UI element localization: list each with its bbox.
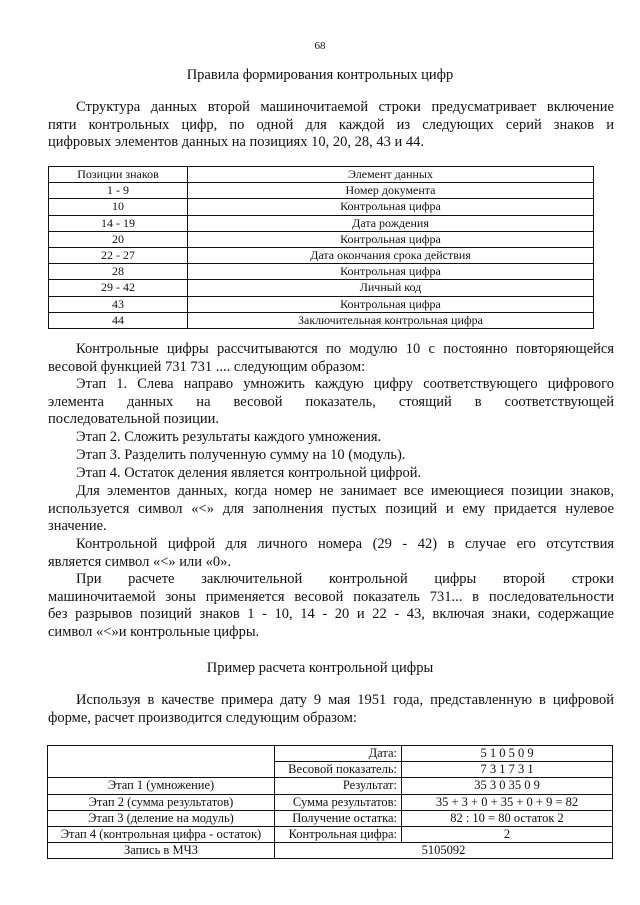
text-line: Этап 3. Разделить полученную сумму на 10 (модуль).	[76, 447, 406, 463]
table-row	[48, 778, 613, 794]
text-line: используется символ «<» для заполнения пустых позиций и ему придается нулевое	[48, 500, 614, 517]
intro-paragraph	[48, 99, 614, 152]
table-cell: 43	[49, 296, 188, 312]
table-row	[49, 280, 594, 296]
example-calculation-table	[47, 745, 613, 859]
step-cell: Этап 4 (контрольная цифра - остаток)	[48, 826, 275, 842]
page-number: 68	[314, 40, 326, 52]
table-cell: 14 - 19	[49, 215, 188, 231]
table-row	[49, 264, 594, 280]
step-cell: Этап 2 (сумма результатов)	[48, 794, 275, 810]
text-line: без разрывов позиций знаков 1 - 10, 14 - 20 и 22 - 43, включая знаки, содержащие	[48, 606, 614, 622]
table-cell: 44	[49, 312, 188, 328]
text-line: Этап 1. Слева направо умножить каждую цифру соответствующего цифрового	[76, 376, 614, 392]
table-cell: 22 - 27	[49, 247, 188, 263]
table-row	[49, 215, 594, 231]
step-cell: Этап 3 (деление на модуль)	[48, 810, 275, 826]
table-cell	[48, 746, 275, 778]
table-row	[49, 296, 594, 312]
table-cell: Контрольная цифра	[188, 199, 594, 215]
table-cell: Дата окончания срока действия	[188, 247, 594, 263]
row-label: Результат:	[275, 778, 402, 794]
text-line: Для элементов данных, когда номер не занимает все имеющиеся позиции знаков,	[76, 483, 614, 499]
text-line: элемента данных на весовой показатель, стоящий в соответствующей	[48, 393, 614, 410]
table-row	[49, 199, 594, 215]
row-value: 35 3 0 35 0 9	[402, 778, 613, 794]
step-cell: Этап 1 (умножение)	[48, 778, 275, 794]
text-line: пяти контрольных цифр, по одной для каждой из следующих серий знаков и	[48, 116, 614, 133]
row-label: Дата:	[275, 746, 402, 762]
table-cell: Дата рождения	[188, 215, 594, 231]
text-line: Этап 4. Остаток деления является контрольной цифрой.	[76, 465, 422, 481]
row-label: Весовой показатель:	[275, 762, 402, 778]
row-value: 7 3 1 7 3 1	[402, 762, 613, 778]
paragraph-final-check-digit	[48, 571, 614, 641]
text-line: символ «<»и контрольные цифры.	[48, 623, 260, 640]
row-value: 82 : 10 = 80 остаток 2	[402, 810, 613, 826]
text-line: Используя в качестве примера дату 9 мая 1951 года, представленную в цифровой	[76, 692, 614, 708]
table-header-row	[49, 167, 594, 183]
paragraph-step-4	[48, 465, 614, 483]
row-value: 5 1 0 5 0 9	[402, 746, 613, 762]
table-cell: 1 - 9	[49, 183, 188, 199]
table-row	[49, 183, 594, 199]
table-cell: 29 - 42	[49, 280, 188, 296]
final-value-cell: 5105092	[275, 843, 613, 859]
paragraph-filler-symbol	[48, 483, 614, 536]
text-line: весовой функцией 731 731 .... следующим образом:	[48, 358, 366, 375]
text-line: При расчете заключительной контрольной цифры второй строки	[76, 571, 614, 587]
table-cell: Номер документа	[188, 183, 594, 199]
row-label: Получение остатка:	[275, 810, 402, 826]
row-value: 2	[402, 826, 613, 842]
table-row-final	[48, 843, 613, 859]
paragraph-modulus	[48, 341, 614, 376]
example-intro-paragraph	[48, 692, 614, 727]
table-cell: Заключительная контрольная цифра	[188, 312, 594, 328]
table-row	[49, 247, 594, 263]
text-line: форме, расчет производится следующим образом:	[48, 709, 358, 726]
table-cell: 28	[49, 264, 188, 280]
text-line: Этап 2. Сложить результаты каждого умножения.	[76, 429, 382, 445]
column-header: Позиции знаков	[49, 167, 188, 183]
text-line: последовательной позиции.	[48, 411, 220, 427]
row-label: Контрольная цифра:	[275, 826, 402, 842]
paragraph-step-2	[48, 429, 614, 447]
table-cell: 10	[49, 199, 188, 215]
table-cell: 20	[49, 231, 188, 247]
table-cell: Контрольная цифра	[188, 264, 594, 280]
row-label: Сумма результатов:	[275, 794, 402, 810]
paragraph-step-1	[48, 376, 614, 429]
text-line: машиночитаемой зоны применяется весовой показатель 731... в последовательности	[48, 588, 614, 605]
section-title-example: Пример расчета контрольной цифры	[206, 660, 434, 676]
text-line: Контрольные цифры рассчитываются по модулю 10 с постоянно повторяющейся	[76, 341, 614, 357]
text-line: является символ «<» или «0».	[48, 553, 232, 570]
table-row	[48, 794, 613, 810]
table-cell: Контрольная цифра	[188, 296, 594, 312]
paragraph-personal-number	[48, 536, 614, 571]
table-row	[49, 231, 594, 247]
row-value: 35 + 3 + 0 + 35 + 0 + 9 = 82	[402, 794, 613, 810]
text-line: значение.	[48, 518, 107, 534]
table-row	[48, 810, 613, 826]
text-line: Структура данных второй машиночитаемой строки предусматривает включение	[76, 99, 614, 115]
final-label-cell: Запись в МЧЗ	[48, 843, 275, 859]
table-cell: Контрольная цифра	[188, 231, 594, 247]
column-header: Элемент данных	[188, 167, 594, 183]
table-row	[49, 312, 594, 328]
paragraph-step-3	[48, 447, 614, 465]
table-row	[48, 826, 613, 842]
text-line: цифровых элементов данных на позициях 10, 20, 28, 43 и 44.	[48, 134, 424, 150]
section-title-check-digits: Правила формирования контрольных цифр	[186, 67, 454, 83]
text-line: Контрольной цифрой для личного номера (29 - 42) в случае его отсутствия	[76, 536, 614, 552]
positions-table	[48, 166, 594, 329]
table-cell: Личный код	[188, 280, 594, 296]
table-row	[48, 746, 613, 762]
